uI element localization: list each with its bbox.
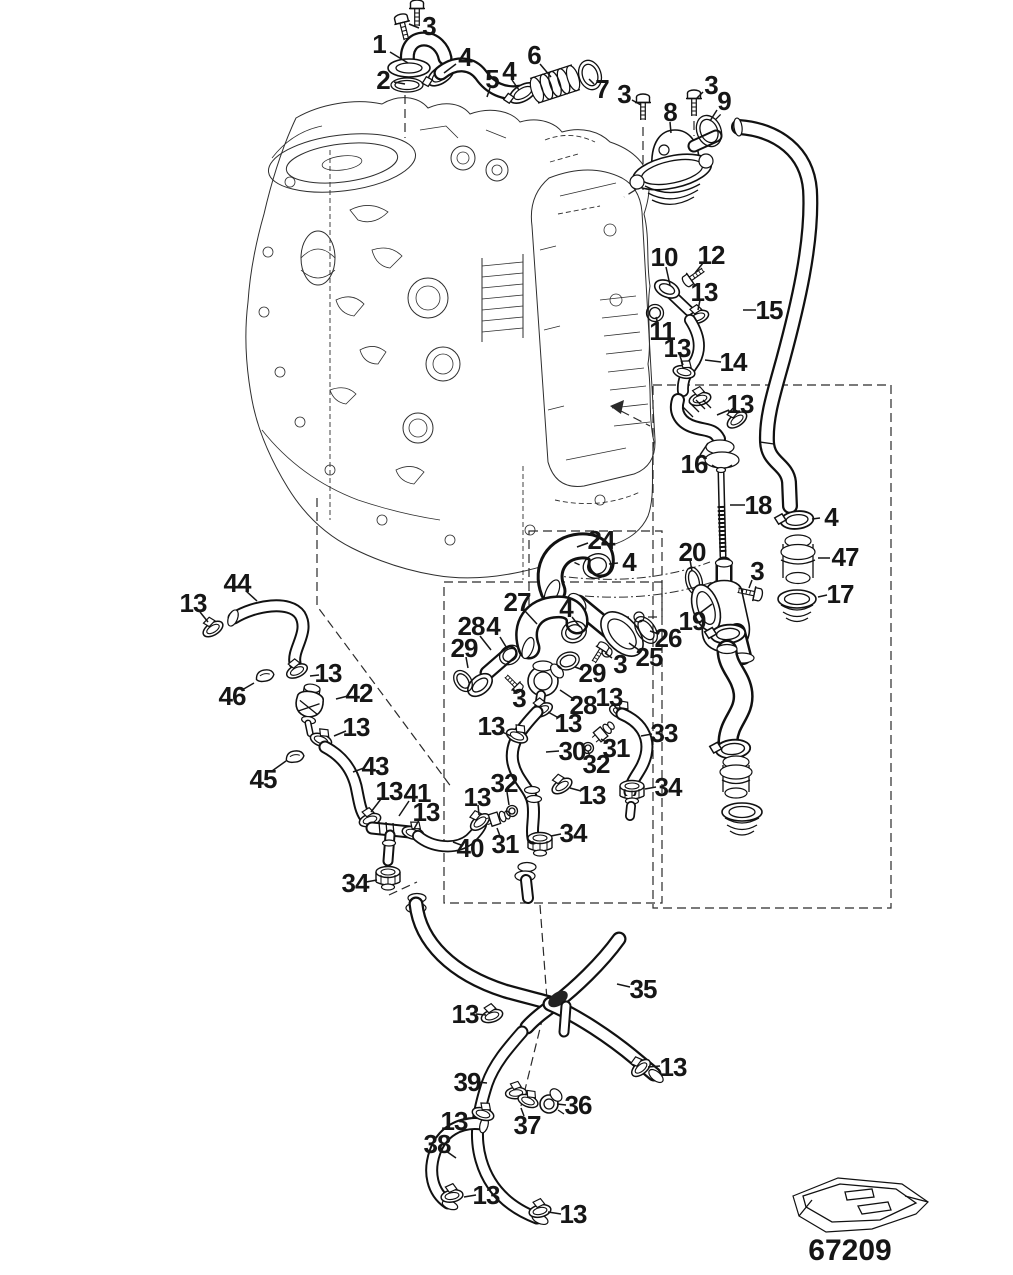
callout-42	[336, 678, 373, 708]
svg-text:3: 3	[422, 11, 436, 41]
callout-13	[334, 712, 370, 742]
hose-clamp-icon	[439, 1182, 464, 1204]
svg-text:14: 14	[719, 347, 747, 377]
svg-text:29: 29	[578, 658, 606, 688]
callout-30	[546, 736, 586, 766]
callout-13	[452, 999, 486, 1029]
part-42-check-valve	[291, 682, 326, 735]
callout-3	[512, 683, 526, 713]
svg-text:36: 36	[564, 1090, 592, 1120]
svg-text:17: 17	[826, 579, 854, 609]
svg-text:13: 13	[663, 333, 691, 363]
callout-13	[596, 682, 623, 712]
callout-13	[717, 389, 754, 419]
callout-36	[557, 1090, 592, 1120]
svg-text:3: 3	[613, 649, 627, 679]
svg-text:42: 42	[345, 678, 373, 708]
svg-text:32: 32	[582, 749, 610, 779]
svg-text:45: 45	[249, 764, 277, 794]
hose-clamp-icon	[527, 1197, 552, 1219]
callout-7	[589, 74, 609, 104]
hose-clamp-icon	[546, 770, 574, 797]
svg-text:1: 1	[372, 29, 386, 59]
svg-text:34: 34	[559, 818, 587, 848]
callout-13	[464, 1180, 500, 1210]
bolt-icon	[635, 94, 651, 120]
svg-text:39: 39	[453, 1067, 481, 1097]
callout-34	[551, 818, 588, 848]
svg-text:20: 20	[678, 537, 706, 567]
callout-8	[663, 97, 677, 133]
bolt-icon	[686, 90, 702, 116]
drawing-number: 67209	[808, 1234, 892, 1267]
callout-4	[812, 502, 839, 532]
svg-text:5: 5	[485, 64, 499, 94]
svg-text:31: 31	[602, 733, 630, 763]
svg-text:13: 13	[440, 1106, 468, 1136]
coupler	[515, 863, 536, 899]
svg-text:28: 28	[569, 690, 597, 720]
part-17-fitting	[778, 590, 816, 622]
svg-text:3: 3	[617, 79, 631, 109]
svg-text:12: 12	[697, 240, 725, 270]
svg-text:7: 7	[595, 74, 609, 104]
svg-text:24: 24	[587, 525, 615, 555]
svg-text:13: 13	[554, 708, 582, 738]
callout-13	[664, 333, 691, 365]
svg-text:13: 13	[463, 782, 491, 812]
svg-text:19: 19	[678, 606, 706, 636]
callout-14	[705, 347, 748, 377]
part-44-hose	[226, 606, 303, 663]
svg-text:9: 9	[717, 86, 731, 116]
hose-clamp-icon	[282, 655, 310, 681]
callout-10	[651, 242, 678, 285]
svg-text:13: 13	[472, 1180, 500, 1210]
callout-29	[451, 633, 478, 668]
part-2-oring	[391, 78, 423, 92]
svg-text:4: 4	[622, 547, 636, 577]
svg-text:4: 4	[486, 611, 500, 641]
svg-text:13: 13	[451, 999, 479, 1029]
callout-25	[629, 642, 663, 672]
svg-text:6: 6	[527, 40, 541, 70]
part-36-fitting	[540, 1086, 564, 1114]
svg-text:34: 34	[654, 772, 682, 802]
part-47-connector	[781, 535, 815, 584]
svg-text:27: 27	[503, 587, 531, 617]
svg-text:13: 13	[477, 711, 505, 741]
callout-4	[502, 56, 519, 90]
svg-text:46: 46	[218, 681, 246, 711]
svg-text:11: 11	[649, 316, 675, 346]
svg-text:13: 13	[314, 658, 342, 688]
svg-text:37: 37	[513, 1110, 541, 1140]
svg-text:26: 26	[654, 623, 682, 653]
svg-text:35: 35	[629, 974, 657, 1004]
svg-text:13: 13	[659, 1052, 687, 1082]
callout-40	[453, 833, 484, 863]
svg-text:4: 4	[502, 56, 516, 86]
callout-44	[224, 568, 257, 601]
callout-16	[681, 443, 708, 479]
svg-text:10: 10	[650, 242, 678, 272]
callout-15	[743, 295, 783, 325]
part-22-hose	[717, 645, 743, 742]
callout-20	[679, 537, 706, 571]
callout-31	[492, 828, 519, 859]
callout-5	[485, 64, 499, 97]
callout-35	[617, 974, 657, 1004]
svg-text:25: 25	[635, 642, 663, 672]
callout-34	[645, 772, 683, 802]
svg-text:13: 13	[375, 776, 403, 806]
part-34-nut	[376, 867, 400, 891]
callout-6	[527, 40, 551, 77]
hose-clamp-icon	[478, 1001, 504, 1025]
svg-text:13: 13	[578, 780, 606, 810]
svg-text:47: 47	[831, 542, 859, 572]
svg-text:34: 34	[341, 868, 369, 898]
svg-text:4: 4	[559, 593, 573, 623]
callout-45	[250, 761, 286, 794]
svg-text:3: 3	[750, 556, 764, 586]
part-37-clamps	[505, 1081, 542, 1110]
part-45-clip	[285, 750, 304, 764]
callout-13	[548, 708, 582, 738]
hose-clamp-icon	[686, 385, 712, 408]
svg-text:33: 33	[650, 718, 678, 748]
svg-text:32: 32	[490, 768, 518, 798]
svg-text:2: 2	[376, 65, 390, 95]
svg-text:31: 31	[491, 829, 519, 859]
stub	[630, 806, 631, 816]
callout-3	[617, 79, 641, 109]
svg-text:4: 4	[824, 502, 838, 532]
svg-text:28: 28	[457, 611, 485, 641]
svg-text:8: 8	[663, 97, 677, 127]
callout-13	[691, 277, 718, 310]
part-35-y-hose	[406, 894, 665, 1085]
callout-17	[818, 579, 854, 609]
svg-text:44: 44	[223, 568, 251, 598]
callout-3	[749, 556, 764, 588]
part-43-hose	[325, 747, 365, 817]
callout-47	[818, 542, 859, 572]
svg-text:40: 40	[456, 833, 484, 863]
callout-3	[696, 70, 718, 100]
part-18-anode-stem	[717, 468, 726, 557]
part-17-fitting	[722, 803, 762, 835]
svg-text:41: 41	[403, 778, 431, 808]
part-6-connector	[528, 64, 583, 104]
callout-13	[413, 797, 440, 829]
callout-32	[583, 749, 610, 779]
part-46-clip	[255, 669, 275, 683]
svg-text:4: 4	[458, 42, 472, 72]
svg-text:13: 13	[412, 797, 440, 827]
callout-13	[570, 780, 606, 810]
svg-text:3: 3	[512, 683, 526, 713]
svg-text:13: 13	[179, 588, 207, 618]
svg-text:16: 16	[680, 449, 708, 479]
callout-13	[548, 1199, 587, 1229]
callout-13	[310, 658, 342, 688]
callout-12	[695, 240, 725, 273]
svg-text:15: 15	[755, 295, 783, 325]
svg-text:38: 38	[423, 1129, 451, 1159]
boat-icon	[793, 1178, 928, 1232]
part-23-connector	[720, 756, 752, 798]
svg-text:13: 13	[559, 1199, 587, 1229]
svg-text:29: 29	[450, 633, 478, 663]
callout-13	[180, 588, 208, 622]
svg-text:13: 13	[342, 712, 370, 742]
svg-text:18: 18	[744, 490, 772, 520]
callout-13	[371, 776, 403, 812]
svg-text:30: 30	[558, 736, 586, 766]
callout-13	[464, 782, 491, 815]
svg-text:13: 13	[726, 389, 754, 419]
callout-37	[514, 1108, 541, 1140]
callout-18	[730, 490, 772, 520]
callout-32	[491, 768, 518, 805]
svg-text:3: 3	[704, 70, 718, 100]
callout-34	[342, 868, 377, 898]
hose-clamp-icon	[774, 510, 814, 532]
callout-46	[219, 681, 254, 711]
svg-text:13: 13	[690, 277, 718, 307]
svg-text:43: 43	[361, 751, 389, 781]
svg-text:13: 13	[595, 682, 623, 712]
callout-13	[478, 711, 511, 741]
